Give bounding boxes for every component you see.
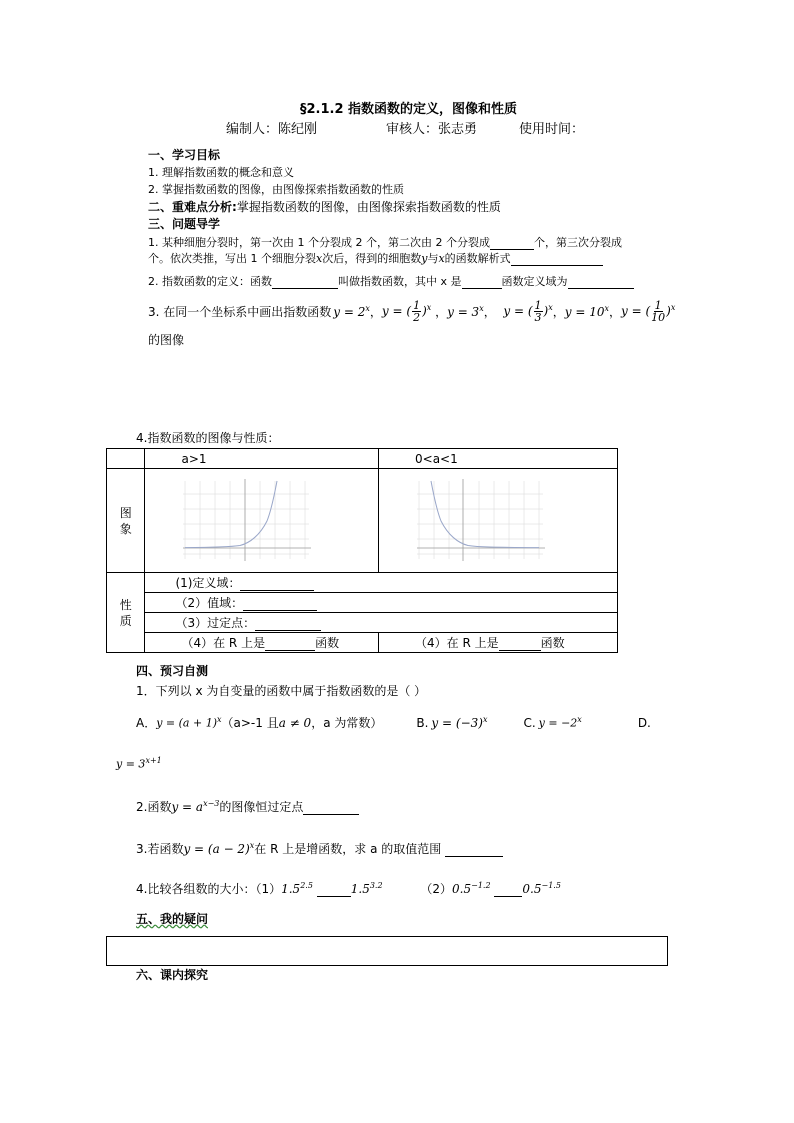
var-x-2: x <box>438 252 445 265</box>
goal-item-2: 2. 掌握指数函数的图像，由图像探索指数函数的性质 <box>148 183 404 196</box>
graph-exponential-growth <box>145 469 359 569</box>
q4-blank-2[interactable] <box>494 896 522 897</box>
q1-text-c: 个。依次类推，写出 1 个细胞分裂 <box>148 252 316 265</box>
section-heading-selftest: 四、预习自测 <box>136 664 209 678</box>
prop-fixed-point-cell <box>145 613 618 633</box>
table-row-image <box>107 469 618 573</box>
test-question-2 <box>136 798 359 815</box>
q3-prefix: 3.若函数 <box>136 842 184 856</box>
q2-answer-blank[interactable] <box>303 814 359 815</box>
question-2 <box>148 273 634 289</box>
prop-mono-suffix-1: 函数 <box>315 636 340 650</box>
q1-text-d: 次后，得到的细胞数 <box>322 252 422 265</box>
option-b-formula: $y = (-3)^x$ <box>431 715 488 730</box>
table-row-prop-4 <box>107 633 618 653</box>
q4-value-2: $1.5^{3.2}$ <box>350 881 383 896</box>
question-1-line-1 <box>148 234 622 250</box>
col-a-gt-1: a>1 <box>145 449 379 469</box>
editor: 编制人：陈纪刚 <box>226 122 318 137</box>
empty-cell <box>107 449 145 469</box>
key-points-text: 掌握指数函数的图像，由图像探索指数函数的性质 <box>236 200 501 214</box>
reviewer: 审核人：张志勇 <box>386 122 478 137</box>
q2-text-c: 函数定义域为 <box>501 275 568 288</box>
q1-text-e: 与 <box>427 252 439 265</box>
questions-answer-box[interactable] <box>106 936 668 966</box>
section-heading-questions: 五、我的疑问 <box>136 912 209 926</box>
formula-3x: $y = 3^x$ <box>447 303 484 319</box>
q2-text-a: 2. 指数函数的定义：函数 <box>148 275 272 288</box>
prop-range-label: （2）值域： <box>175 596 244 610</box>
prop-monotonic-cell-1 <box>145 633 379 653</box>
table-header-row <box>107 449 618 469</box>
test-q1-options <box>136 714 651 731</box>
q3-text-b: 的图像 <box>148 333 185 347</box>
prop-fixed-point-blank[interactable] <box>255 630 321 631</box>
q1-blank-2[interactable] <box>511 265 603 266</box>
option-a-label: A． <box>136 716 157 730</box>
section-heading-key: 二、重难点分析: <box>148 200 237 214</box>
q4-value-4: $0.5^{-1.5}$ <box>522 881 561 896</box>
prop-range-blank[interactable] <box>243 610 317 611</box>
q2-blank-3[interactable] <box>568 288 634 289</box>
option-c-formula: $y = -2^x$ <box>538 715 582 730</box>
row-label-image: 图 象 <box>107 469 145 573</box>
col-a-lt-1: 0<a<1 <box>379 449 618 469</box>
key-points <box>148 198 501 215</box>
prop-range-cell <box>145 593 618 613</box>
q2-formula: $y = a^{x-3}$ <box>171 799 220 814</box>
properties-heading: 4.指数函数的图像与性质： <box>136 431 280 445</box>
var-x: x <box>316 252 323 265</box>
prop-domain-cell <box>145 573 618 593</box>
q4-value-3: $0.5^{-1.2}$ <box>452 881 491 896</box>
formula-10x: $y = 10^x$ <box>564 303 609 319</box>
option-a-formula: $y = (a + 1)^x$ <box>156 715 222 730</box>
q1-text-f: 的函数解析式 <box>444 252 511 265</box>
q3-answer-blank[interactable] <box>445 856 503 857</box>
table-row-prop-3 <box>107 613 618 633</box>
prop-mono-blank-1[interactable] <box>265 650 315 651</box>
option-a-cond2: ，a 为常数） <box>311 716 383 730</box>
q3-suffix: 在 R 上是增函数，求 a 的取值范围 <box>254 842 442 856</box>
q2-prefix: 2.函数 <box>136 800 172 814</box>
q4-blank-1[interactable] <box>317 896 351 897</box>
date-label: 使用时间： <box>519 122 585 137</box>
q4-value-1: $1.5^{2.5}$ <box>281 881 313 896</box>
option-a-cond: （a>-1 且 <box>221 716 279 730</box>
formula-half-x: y = ( $\frac{1}{2}$ )$^x$ <box>381 298 432 324</box>
prop-mono-label-1: （4）在 R 上是 <box>181 636 266 650</box>
graph-cell-growth <box>145 469 379 573</box>
section-heading-guide: 三、问题导学 <box>148 217 221 231</box>
q2-suffix: 的图像恒过定点 <box>219 800 304 814</box>
option-c-label: C. <box>523 715 536 730</box>
test-question-4 <box>136 880 561 897</box>
question-3: 3. 在同一个坐标系中画出指数函数 $y = 2^x$ ， y = ( $\frac{1}{2}$ )$^x$ ， $y = 3^x$ ， y = ( $\frac{1}{3}$ )$^x$ ， $y = 10^x$ ， y = ( $\frac{1}{10}$ )$^x$ <box>148 298 676 324</box>
q4-prefix: 4.比较各组数的大小：（1） <box>136 882 282 896</box>
q2-blank-2[interactable] <box>462 288 502 289</box>
prop-mono-suffix-2: 函数 <box>540 636 565 650</box>
graph-exponential-decay <box>379 469 617 569</box>
graph-cell-decay <box>379 469 618 573</box>
formula-2x: $y = 2^x$ <box>333 303 370 319</box>
q4-part-2: （2） <box>420 882 453 896</box>
goal-item-1: 1. 理解指数函数的概念和意义 <box>148 166 294 179</box>
prop-mono-label-2: （4）在 R 上是 <box>415 636 499 650</box>
properties-table <box>106 448 618 653</box>
test-question-3 <box>136 840 503 857</box>
table-row-prop-2 <box>107 593 618 613</box>
formula-third-x: y = ( $\frac{1}{3}$ )$^x$ <box>503 298 553 324</box>
question-1-line-2 <box>148 250 603 266</box>
growth-curve <box>185 481 277 548</box>
prop-fixed-point-label: （3）过定点： <box>175 616 256 630</box>
decay-curve <box>431 481 539 548</box>
row-label-props: 性 质 <box>107 573 145 653</box>
prop-domain-label: (1)定义域： <box>175 576 241 590</box>
prop-mono-blank-2[interactable] <box>499 650 541 651</box>
q1-text-b: 个，第三次分裂成 <box>533 236 622 249</box>
q3-text-a: 3. 在同一个坐标系中画出指数函数 <box>148 304 332 319</box>
q2-text-b: 叫做指数函数，其中 x 是 <box>338 275 462 288</box>
page-title: §2.1.2 指数函数的定义，图像和性质 <box>300 102 518 117</box>
option-d-label: D. <box>637 715 651 730</box>
q3-formula: $y = (a - 2)^x$ <box>183 841 255 856</box>
table-row-prop-1 <box>107 573 618 593</box>
test-question-1: 1．下列以 x 为自变量的函数中属于指数函数的是（ ） <box>136 684 427 698</box>
q2-blank-1[interactable] <box>272 288 338 289</box>
section-heading-goals: 一、学习目标 <box>148 148 221 162</box>
formula-tenth-x: y = ( $\frac{1}{10}$ )$^x$ <box>621 298 676 324</box>
prop-monotonic-cell-2 <box>379 633 618 653</box>
option-a-ineq: a ≠ 0 <box>278 715 312 730</box>
option-b-label: B. <box>416 715 429 730</box>
prop-domain-blank[interactable] <box>240 590 314 591</box>
q1-text-a: 1. 某种细胞分裂时，第一次由 1 个分裂成 2 个，第二次由 2 个分裂成 <box>148 236 490 249</box>
section-heading-explore: 六、课内探究 <box>136 968 209 982</box>
option-d-formula: $y = 3^{x+1}$ <box>116 756 162 771</box>
var-y: y <box>421 252 428 265</box>
